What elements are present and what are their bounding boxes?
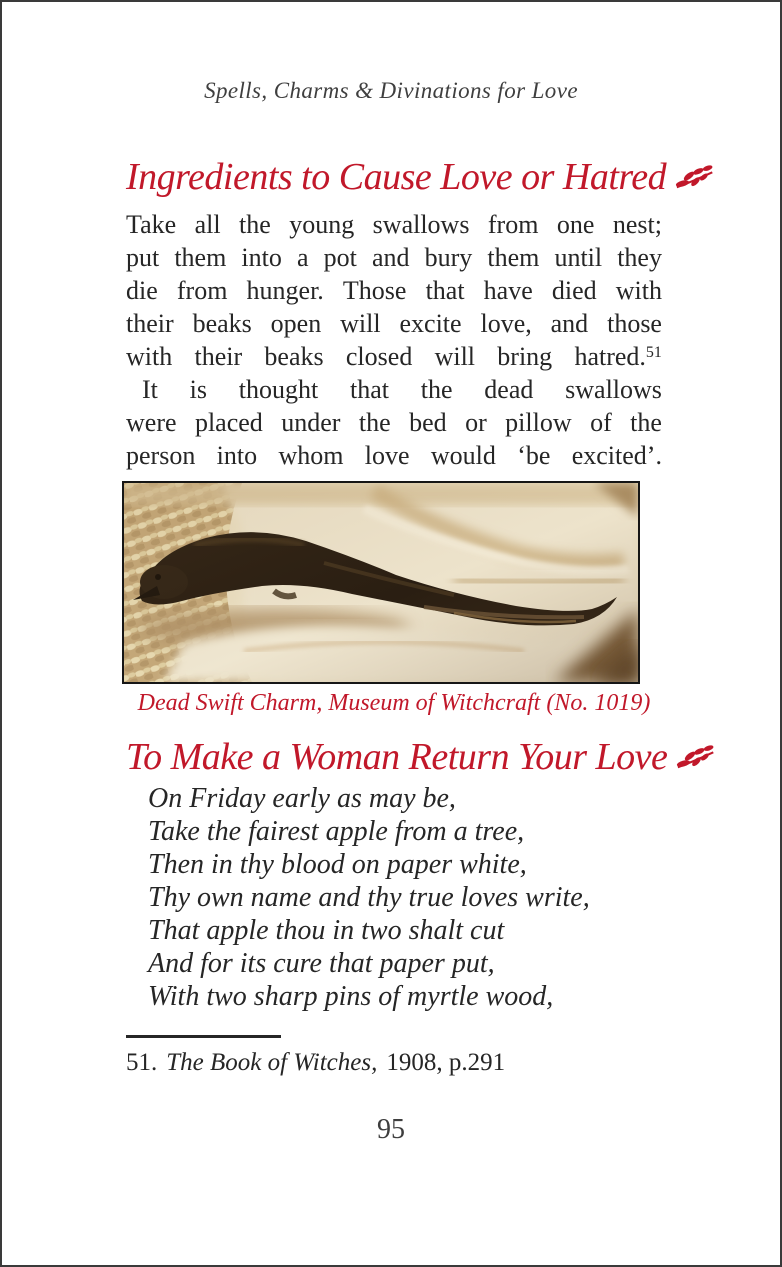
footnote-detail: 1908, p.291 [386,1049,506,1076]
footnote-divider [126,1035,281,1038]
paragraph-line: put them into a pot and bury them until they [126,243,662,272]
leaf-ornament-icon [676,742,717,772]
paragraph-line-with-footnote-marker: with their beaks closed will bring hatred.$^{51}$ [126,342,662,371]
section-heading-ingredients [126,155,746,199]
section-heading-ingredients-text: Ingredients to Cause Love or Hatred [126,156,667,198]
paragraph-line: die from hunger. Those that have died with [126,276,662,305]
paragraph-line: their beaks open will excite love, and those [126,309,662,338]
page-number: 95 [377,1114,405,1145]
poem-line: Then in thy blood on paper white, [148,849,527,880]
poem-line: That apple thou in two shalt cut [148,915,505,946]
paragraph-ingredients [126,208,662,373]
dead-swift-photo [122,481,640,684]
section-heading-return-love [126,735,746,779]
paragraph-line: person into whom love would ‘be excited’. [126,441,662,470]
dead-swift-photo-art [124,483,638,682]
paragraph-line: Take all the young swallows from one nest; [126,210,662,239]
poem-line: Take the fairest apple from a tree, [148,816,525,847]
footnote [126,1049,686,1077]
footnote-work-title: The Book of Witches, [166,1049,378,1076]
photo-caption: Dead Swift Charm, Museum of Witchcraft (No. 1019) [137,690,651,716]
paragraph-line: were placed under the bed or pillow of the [126,408,662,437]
running-header: Spells, Charms & Divinations for Love [204,78,578,103]
section-heading-return-love-text: To Make a Woman Return Your Love [126,736,668,778]
poem-line: And for its cure that paper put, [148,948,495,979]
paragraph-line: It is thought that the dead swallows [142,375,662,404]
poem [148,782,668,1013]
poem-line: With two sharp pins of myrtle wood, [148,981,554,1012]
paragraph-dead-swallows [126,373,662,472]
poem-line: Thy own name and thy true loves write, [148,882,590,913]
leaf-ornament-icon [675,162,716,192]
poem-line: On Friday early as may be, [148,783,456,814]
footnote-number: 51. [126,1049,158,1076]
